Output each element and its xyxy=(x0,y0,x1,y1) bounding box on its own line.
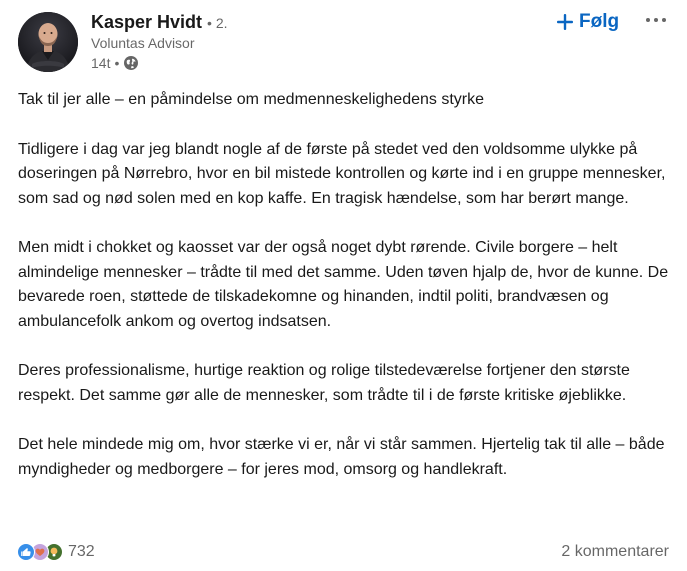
post-paragraph: Deres professionalisme, hurtige reaktion og rolige tilstedeværelse fortjener den største respekt. Det samme gør alle de mennesker, som trådte til i de første kritiske øjeblikke. xyxy=(18,362,630,404)
author-headline: Voluntas Advisor xyxy=(91,35,195,51)
post-paragraph: Det hele mindede mig om, hvor stærke vi er, når vi står sammen. Hjertelig tak til alle – både myndigheder og medborgere – for jeres mod, omsorg og handlekraft. xyxy=(18,436,665,478)
connection-degree: • 2. xyxy=(207,15,228,31)
post-time: 14t xyxy=(91,55,111,71)
more-options-button[interactable] xyxy=(640,10,672,30)
reaction-icons xyxy=(17,543,59,561)
like-icon xyxy=(17,543,35,561)
author-avatar[interactable] xyxy=(18,12,78,72)
post-text xyxy=(18,88,678,482)
plus-icon xyxy=(555,12,575,32)
reactions-summary[interactable] xyxy=(17,542,95,562)
avatar-photo-icon xyxy=(18,12,78,72)
post-paragraph: Men midt i chokket og kaosset var der også noget dybt rørende. Civile borgere – helt almindelige mennesker – trådte til med det samme. Uden tøven hjalp de, hvor de kunne. De bevarede roen, støttede de tilskadekomne og hinanden, indtil politi, brandvæsen og ambulancefolk ankom og overtog indsatsen. xyxy=(18,239,669,330)
reaction-count: 732 xyxy=(68,543,95,560)
meta-separator: • xyxy=(114,55,120,71)
follow-label: Følg xyxy=(579,11,620,32)
follow-button[interactable] xyxy=(555,8,619,36)
comments-count-link[interactable]: 2 kommentarer xyxy=(561,543,669,560)
post-meta xyxy=(91,54,139,72)
post-paragraph: Tidligere i dag var jeg blandt nogle af de første på stedet ved den voldsomme ulykke på doseringen på Nørrebro, hvor en bil mistede kontrollen og kørte ind i en gruppe mennesker, som sad og nød solen med en kop kaffe. En tragisk hændelse, som har berørt mange. xyxy=(18,140,666,207)
author-name[interactable]: Kasper Hvidt xyxy=(91,12,203,32)
globe-icon xyxy=(123,55,139,71)
author-name-line xyxy=(91,12,228,34)
post-paragraph: Tak til jer alle – en påmindelse om medmenneskelighedens styrke xyxy=(18,91,485,108)
more-horizontal-icon xyxy=(644,16,668,24)
